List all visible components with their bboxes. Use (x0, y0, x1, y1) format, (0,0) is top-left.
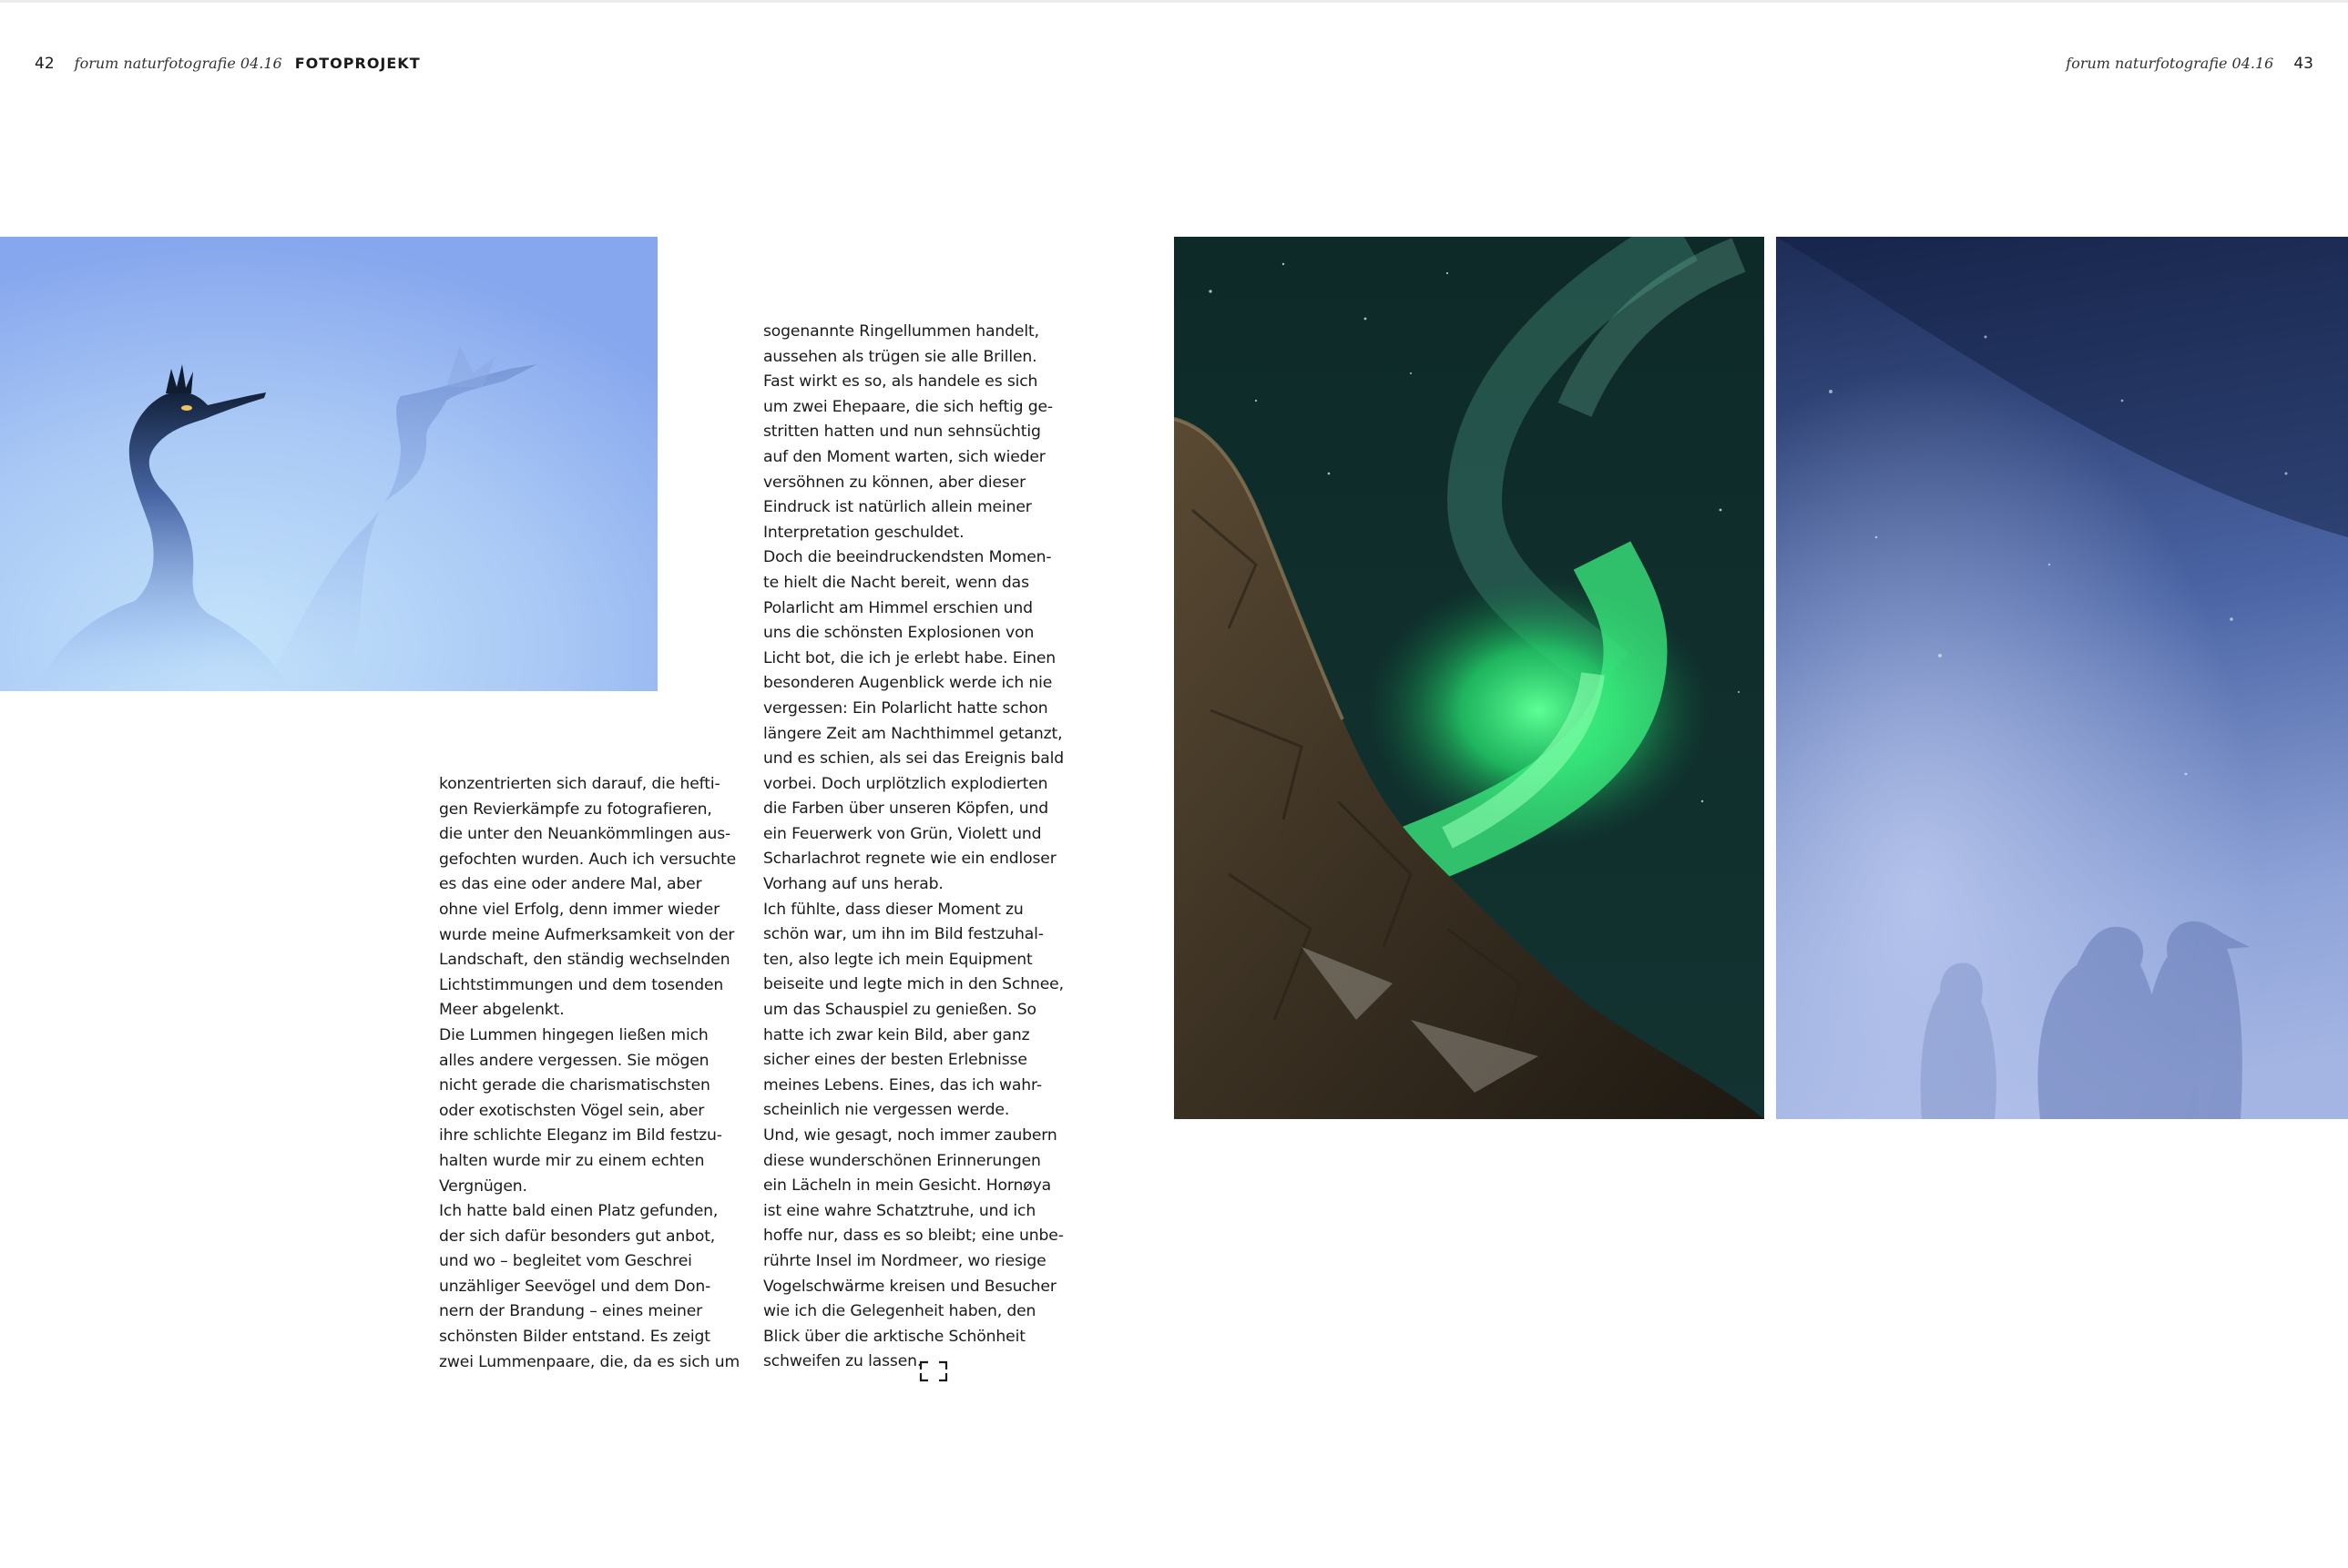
text-line: um das Schauspiel zu genießen. So (763, 1001, 1036, 1020)
text-line: vergessen: Ein Polarlicht hatte schon (763, 698, 1048, 718)
text-line: oder exotischsten Vögel sein, aber (439, 1101, 705, 1120)
text-line: sicher eines der besten Erlebnisse (763, 1051, 1027, 1070)
text-line: ist eine wahre Schatztruhe, und ich (763, 1201, 1036, 1220)
text-line: uns die schönsten Explosionen von (763, 624, 1035, 643)
text-line: beiseite und legte mich in den Schnee, (763, 975, 1064, 994)
text-line: vorbei. Doch urplötzlich explodierten (763, 774, 1048, 793)
text-line: auf den Moment warten, sich wieder (763, 447, 1046, 466)
text-line: halten wurde mir zu einem echten (439, 1151, 705, 1170)
guillemot-pair-photo (1776, 237, 2348, 1119)
text-line: Ich fühlte, dass dieser Moment zu (763, 900, 1024, 919)
text-line: ein Lächeln in mein Gesicht. Hornøya (763, 1176, 1051, 1196)
text-line: Landschaft, den ständig wechselnden (439, 951, 730, 970)
article-column-2 (763, 320, 1073, 1375)
text-line: wurde meine Aufmerksamkeit von der (439, 925, 735, 944)
text-line: Lichtstimmungen und dem tosenden (439, 975, 724, 994)
text-line: meines Lebens. Eines, das ich wahr- (763, 1075, 1042, 1095)
page-number-right: 43 (2293, 55, 2313, 73)
text-line: nicht gerade die charismatischsten (439, 1076, 710, 1095)
text-line: hatte ich zwar kein Bild, aber ganz (763, 1025, 1030, 1044)
text-line: scheinlich nie vergessen werde. (763, 1101, 1010, 1120)
text-line: ten, also legte ich mein Equipment (763, 950, 1033, 969)
text-line: Und, wie gesagt, noch immer zaubern (763, 1126, 1057, 1145)
text-line: und es schien, als sei das Ereignis bald (763, 749, 1064, 769)
text-line: alles andere vergessen. Sie mögen (439, 1051, 710, 1070)
cormorant-silhouette-photo (0, 237, 658, 691)
text-line: aussehen als trügen sie alle Brillen. (763, 347, 1037, 366)
text-line: zwei Lummenpaare, die, da es sich um (439, 1352, 740, 1371)
text-line: unzähliger Seevögel und dem Don- (439, 1277, 711, 1296)
article-column-1 (439, 772, 749, 1375)
running-header-right (2066, 53, 2313, 75)
text-line: längere Zeit am Nachthimmel getanzt, (763, 724, 1063, 743)
text-line: Fast wirkt es so, als handele es sich (763, 372, 1038, 392)
text-line: gen Revierkämpfe zu fotografieren, (439, 799, 712, 819)
text-line: der sich dafür besonders gut anbot, (439, 1227, 716, 1246)
text-line: Vergnügen. (439, 1176, 527, 1196)
text-line: Vogelschwärme kreisen und Besucher (763, 1277, 1057, 1296)
text-line: sogenannte Ringellummen handelt, (763, 322, 1039, 341)
text-line: stritten hatten und nun sehnsüchtig (763, 423, 1041, 442)
text-line: Meer abgelenkt. (439, 1001, 565, 1020)
section-label: FOTOPROJEKT (294, 55, 421, 72)
text-line: Vorhang auf uns herab. (763, 875, 944, 894)
text-line: versöhnen zu können, aber dieser (763, 473, 1026, 492)
magazine-title-right: forum naturfotografie 04.16 (2066, 55, 2274, 72)
text-line: die unter den Neuankömmlingen aus- (439, 825, 731, 844)
page-number-left: 42 (35, 55, 55, 73)
text-line: wie ich die Gelegenheit haben, den (763, 1302, 1036, 1321)
text-line: gefochten wurden. Auch ich versuchte (439, 850, 737, 869)
text-line: ein Feuerwerk von Grün, Violett und (763, 824, 1042, 843)
text-line: Interpretation geschuldet. (763, 523, 965, 542)
text-line: ohne viel Erfolg, denn immer wieder (439, 900, 720, 919)
text-line: te hielt die Nacht bereit, wenn das (763, 573, 1029, 592)
text-line: ihre schlichte Eleganz im Bild festzu- (439, 1126, 722, 1145)
text-line: Die Lummen hingegen ließen mich (439, 1025, 709, 1044)
text-line: Blick über die arktische Schönheit (763, 1327, 1026, 1346)
text-line: schön war, um ihn im Bild festzuhal- (763, 925, 1044, 944)
top-border (0, 0, 2348, 3)
text-line: diese wunderschönen Erinnerungen (763, 1151, 1041, 1170)
text-line: rührte Insel im Nordmeer, wo riesige (763, 1251, 1046, 1270)
text-line: Licht bot, die ich je erlebt habe. Einen (763, 648, 1057, 667)
text-line: besonderen Augenblick werde ich nie (763, 674, 1053, 693)
magazine-title-left: forum naturfotografie 04.16 (74, 55, 282, 72)
text-line: schweifen zu lassen. (763, 1352, 923, 1371)
aurora-over-cliff-photo (1174, 237, 1764, 1119)
text-line: nern der Brandung – eines meiner (439, 1302, 703, 1321)
text-line: Polarlicht am Himmel erschien und (763, 598, 1033, 617)
text-line: um zwei Ehepaare, die sich heftig ge- (763, 397, 1053, 416)
text-line: es das eine oder andere Mal, aber (439, 875, 702, 894)
text-line: und wo – begleitet vom Geschrei (439, 1252, 692, 1271)
end-of-article-icon (917, 1359, 950, 1384)
text-line: die Farben über unseren Köpfen, und (763, 799, 1049, 819)
text-line: Scharlachrot regnete wie ein endloser (763, 850, 1057, 869)
text-line: schönsten Bilder entstand. Es zeigt (439, 1328, 710, 1347)
text-line: hoffe nur, dass es so bleibt; eine unbe- (763, 1227, 1064, 1246)
running-header-left (35, 53, 421, 75)
text-line: Eindruck ist natürlich allein meiner (763, 498, 1032, 517)
text-line: Ich hatte bald einen Platz gefunden, (439, 1202, 719, 1221)
text-line: konzentrierten sich darauf, die hefti- (439, 775, 720, 793)
text-line: Doch die beeindruckendsten Momen- (763, 548, 1052, 567)
